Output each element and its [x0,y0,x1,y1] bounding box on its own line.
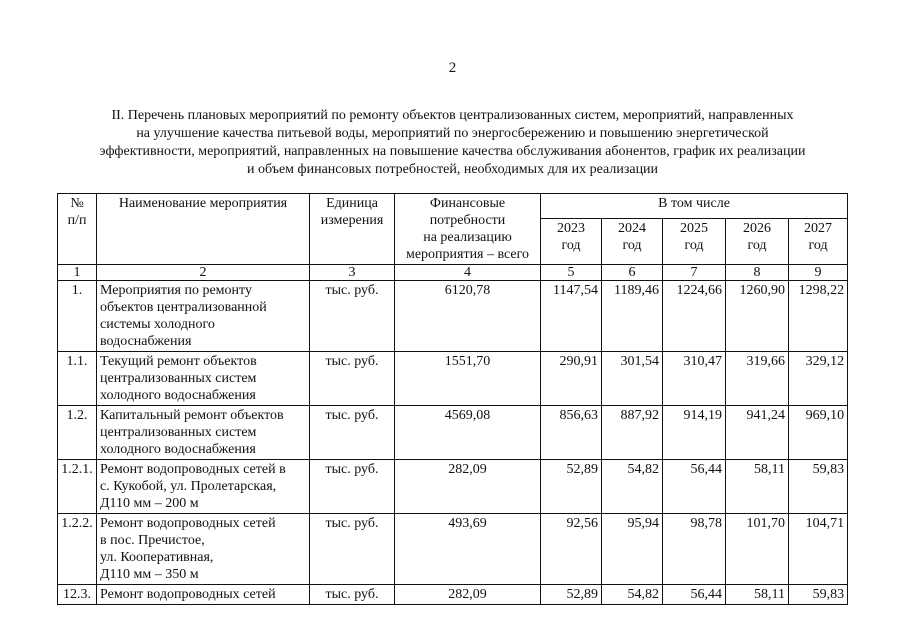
row-total: 1551,70 [395,352,541,406]
row-name-line: централизованных систем [100,371,257,386]
row-year-value: 319,66 [726,352,789,406]
row-total: 493,69 [395,514,541,585]
table-row [58,281,848,352]
row-total: 282,09 [395,460,541,514]
row-year-value: 52,89 [541,460,602,514]
row-year-value: 856,63 [541,406,602,460]
row-year-value: 941,24 [726,406,789,460]
page-number: 2 [448,60,457,76]
header-including: В том числе [541,194,848,219]
row-year-value: 52,89 [541,585,602,605]
column-number: 6 [602,265,663,281]
row-year-value: 104,71 [789,514,848,585]
column-number: 1 [58,265,97,281]
row-name-line: системы холодного [100,317,215,332]
row-year-value: 310,47 [663,352,726,406]
row-number: 1.2.1. [58,460,97,514]
row-year-value: 1298,22 [789,281,848,352]
row-year-value: 56,44 [663,585,726,605]
header-row [58,194,848,219]
row-name-line: Ремонт водопроводных сетей [100,587,276,602]
row-name [97,352,310,406]
row-year-value: 101,70 [726,514,789,585]
row-year-value: 969,10 [789,406,848,460]
row-year-value: 58,11 [726,585,789,605]
row-year-value: 54,82 [602,460,663,514]
row-unit: тыс. руб. [310,460,395,514]
row-name-line: объектов централизованной [100,300,267,315]
heading-line: и объем финансовых потребностей, необходимых для их реализации [246,162,659,177]
column-number: 2 [97,265,310,281]
column-number: 5 [541,265,602,281]
row-year-value: 914,19 [663,406,726,460]
row-year-value: 54,82 [602,585,663,605]
header-year: 2027 год [789,218,848,264]
table-row [58,352,848,406]
row-year-value: 56,44 [663,460,726,514]
heading-line: II. Перечень плановых мероприятий по ремонту объектов централизованных систем, мероприятий, направленных [111,108,794,123]
activities-table [57,193,848,605]
row-unit: тыс. руб. [310,585,395,605]
row-year-value: 301,54 [602,352,663,406]
row-year-value: 887,92 [602,406,663,460]
row-year-value: 1260,90 [726,281,789,352]
header-finance: Финансовые потребности на реализацию мероприятия – всего [395,194,541,265]
row-name-line: централизованных систем [100,425,257,440]
column-numbers-row [58,265,848,281]
column-number: 4 [395,265,541,281]
row-number: 12.3. [58,585,97,605]
row-year-value: 58,11 [726,460,789,514]
row-year-value: 1224,66 [663,281,726,352]
table-row [58,460,848,514]
row-total: 4569,08 [395,406,541,460]
header-year: 2023 год [541,218,602,264]
row-year-value: 290,91 [541,352,602,406]
row-name [97,281,310,352]
column-number: 9 [789,265,848,281]
row-name-line: холодного водоснабжения [100,388,256,403]
section-heading [40,107,865,179]
row-unit: тыс. руб. [310,352,395,406]
row-name [97,514,310,585]
row-name-line: холодного водоснабжения [100,442,256,457]
row-name-line: ул. Кооперативная, [100,550,214,565]
row-name-line: Капитальный ремонт объектов [100,408,284,423]
table-row [58,406,848,460]
row-name-line: водоснабжения [100,334,192,349]
row-name-line: с. Кукобой, ул. Пролетарская, [100,479,277,494]
row-name [97,585,310,605]
row-name [97,406,310,460]
table-row [58,585,848,605]
row-year-value: 92,56 [541,514,602,585]
row-year-value: 59,83 [789,585,848,605]
row-name-line: Ремонт водопроводных сетей в [100,462,286,477]
heading-line: на улучшение качества питьевой воды, мероприятий по энергосбережению и повышению энергетической [136,126,769,141]
header-year: 2026 год [726,218,789,264]
row-name-line: Текущий ремонт объектов [100,354,257,369]
header-num: № п/п [58,194,97,265]
row-total: 6120,78 [395,281,541,352]
row-number: 1.2.2. [58,514,97,585]
row-number: 1.1. [58,352,97,406]
row-unit: тыс. руб. [310,281,395,352]
row-year-value: 329,12 [789,352,848,406]
row-year-value: 95,94 [602,514,663,585]
row-year-value: 1147,54 [541,281,602,352]
row-name-line: Ремонт водопроводных сетей [100,516,276,531]
row-name-line: Д110 мм – 350 м [100,567,199,582]
heading-line: эффективности, мероприятий, направленных на повышение качества обслуживания абонентов, график их реализации [99,144,806,159]
header-year: 2025 год [663,218,726,264]
header-year: 2024 год [602,218,663,264]
header-name: Наименование мероприятия [97,194,310,265]
column-number: 8 [726,265,789,281]
row-number: 1. [58,281,97,352]
header-unit: Единица измерения [310,194,395,265]
row-name-line: в пос. Пречистое, [100,533,205,548]
row-year-value: 59,83 [789,460,848,514]
row-total: 282,09 [395,585,541,605]
row-name-line: Д110 мм – 200 м [100,496,199,511]
table-row [58,514,848,585]
row-unit: тыс. руб. [310,514,395,585]
row-number: 1.2. [58,406,97,460]
column-number: 3 [310,265,395,281]
row-name-line: Мероприятия по ремонту [100,283,252,298]
row-year-value: 98,78 [663,514,726,585]
row-unit: тыс. руб. [310,406,395,460]
row-name [97,460,310,514]
row-year-value: 1189,46 [602,281,663,352]
column-number: 7 [663,265,726,281]
